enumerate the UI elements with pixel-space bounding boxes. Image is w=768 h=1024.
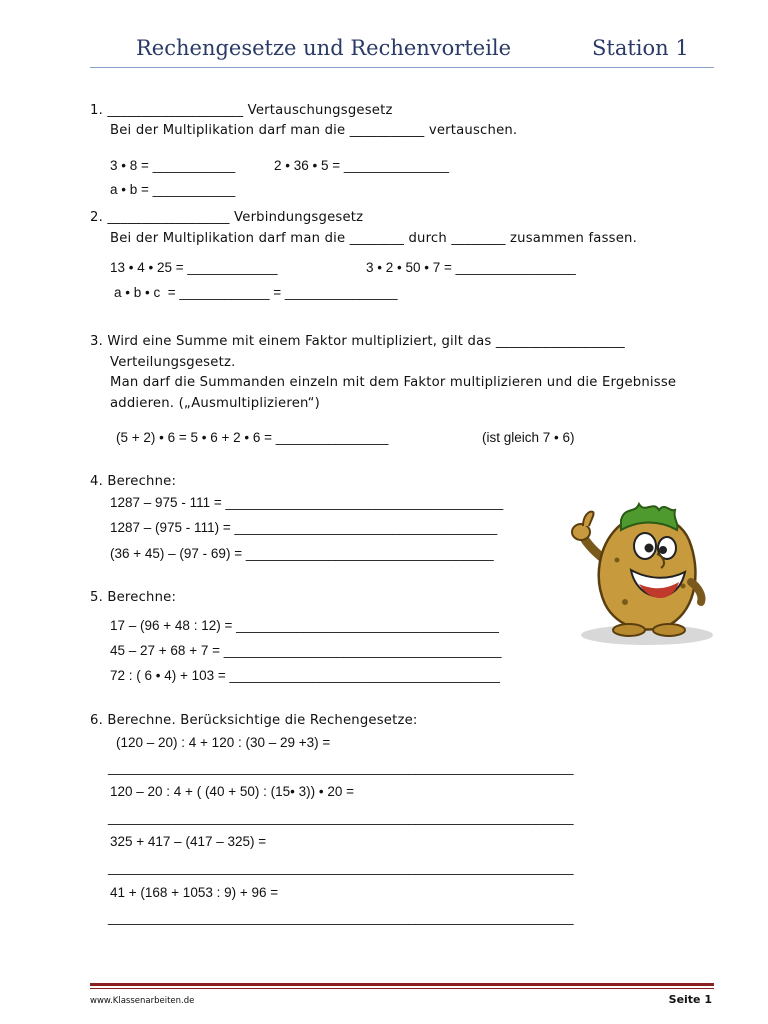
task3-text-1: Verteilungsgesetz. [110,355,236,370]
footer-divider [90,983,714,986]
task5-exercise-1: 17 – (96 + 48 : 12) = ___________________________________ [110,618,499,633]
task1-exercise-1: 3 • 8 = ___________ [110,158,236,173]
footer-divider-thin [90,988,714,989]
task4-exercise-1: 1287 – 975 - 111 = _____________________________________ [110,495,504,510]
task6-answer-line-2: ______________________________________________________________ [108,810,574,825]
page-number: Seite 1 [668,993,712,1006]
task2-text: Bei der Multiplikation darf man die ________ durch ________ zusammen fassen. [110,231,637,246]
task6-heading: 6. Berechne. Berücksichtige die Rechengesetze: [90,713,418,728]
task1-exercise-3: a • b = ___________ [110,182,236,197]
task4-exercise-3: (36 + 45) – (97 - 69) = _________________________________ [110,546,494,561]
task5-exercise-3: 72 : ( 6 • 4) + 103 = ____________________________________ [110,668,500,683]
task1-text: Bei der Multiplikation darf man die ___________ vertauschen. [110,123,518,138]
task5-heading: 5. Berechne: [90,590,177,605]
header-divider [90,67,714,68]
task3-heading: 3. Wird eine Summe mit einem Faktor multipliziert, gilt das ___________________ [90,334,625,349]
task3-exercise: (5 + 2) • 6 = 5 • 6 + 2 • 6 = _______________ [116,430,389,445]
task4-heading: 4. Berechne: [90,474,177,489]
task2-heading: 2. __________________ Verbindungsgesetz [90,210,364,225]
task2-exercise-3: a • b • c = ____________ = _______________ [114,285,398,300]
task6-answer-line-4: ______________________________________________________________ [108,910,574,925]
task6-answer-line-3: ______________________________________________________________ [108,860,574,875]
task6-answer-line-1: ______________________________________________________________ [108,760,574,775]
page-title: Rechengesetze und Rechenvorteile [136,36,512,60]
task2-exercise-1: 13 • 4 • 25 = ____________ [110,260,278,275]
task6-exercise-4: 41 + (168 + 1053 : 9) + 96 = [110,885,279,900]
task3-text-2: Man darf die Summanden einzeln mit dem Faktor multiplizieren und die Ergebnisse [110,375,677,390]
task5-exercise-2: 45 – 27 + 68 + 7 = _____________________________________ [110,643,502,658]
footer-website-link[interactable]: www.Klassenarbeiten.de [90,996,195,1006]
station-label: Station 1 [592,36,689,60]
task2-exercise-2: 3 • 2 • 50 • 7 = ________________ [366,260,576,275]
task6-exercise-3: 325 + 417 – (417 – 325) = [110,834,267,849]
task4-exercise-2: 1287 – (975 - 111) = ___________________________________ [110,520,498,535]
task6-exercise-1: (120 – 20) : 4 + 120 : (30 – 29 +3) = [116,735,331,750]
task6-exercise-2: 120 – 20 : 4 + ( (40 + 50) : (15• 3)) • 20 = [110,784,354,799]
task3-hint: (ist gleich 7 • 6) [482,430,575,445]
task1-exercise-2: 2 • 36 • 5 = ______________ [274,158,449,173]
task3-text-3: addieren. („Ausmultiplizieren“) [110,396,320,411]
smiling-potato-thumbs-up-icon [565,490,720,650]
task1-heading: 1. ____________________ Vertauschungsgesetz [90,103,393,118]
